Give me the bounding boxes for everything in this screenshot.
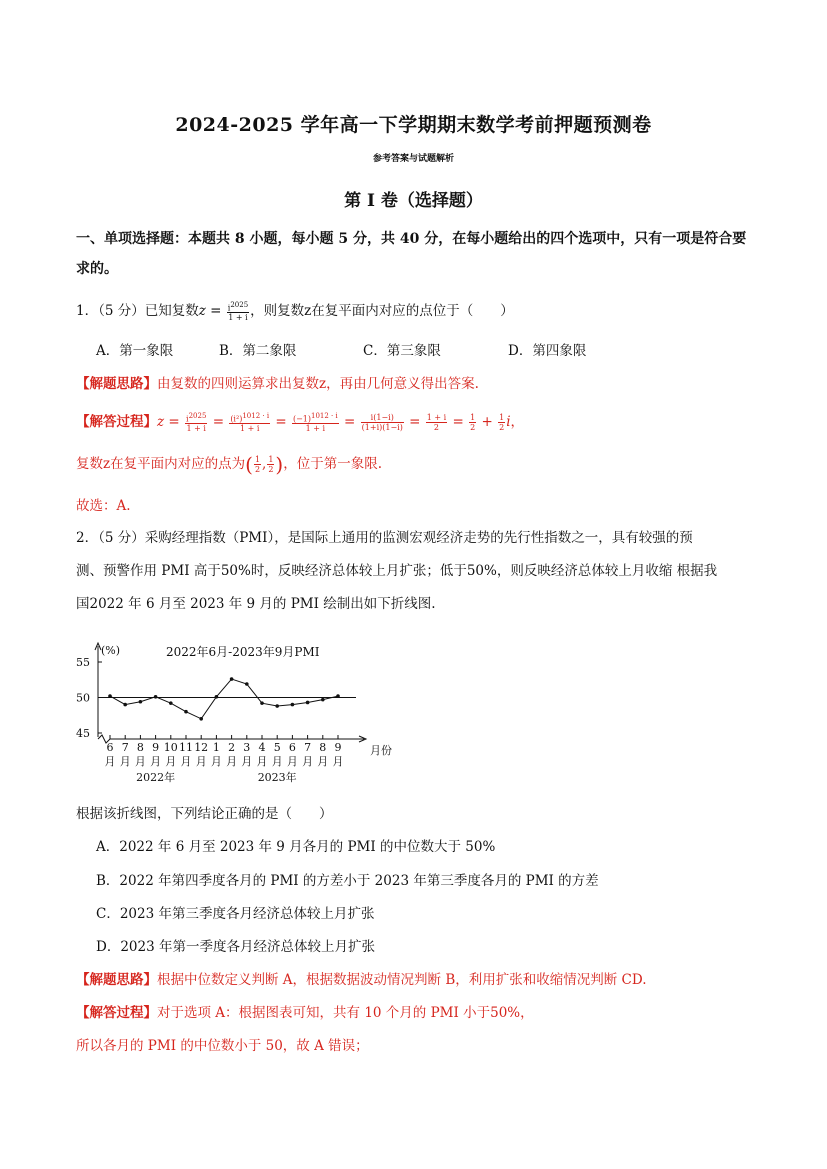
section-heading: 一、单项选择题：本题共 8 小题，每小题 5 分，共 40 分，在每小题给出的四个选项中，只有一项是符合要求的。 <box>76 231 747 277</box>
x-tick-label: 8 <box>319 741 327 754</box>
x-tick-label: 6 <box>288 741 296 754</box>
q2-line1: 2．（5 分）采购经理指数（PMI），是国际上通用的监测宏观经济走势的先行性指数之一，具有较强的预 <box>76 530 693 546</box>
year-label-2023: 2023年 <box>257 771 297 784</box>
x-tick-label: 9 <box>152 741 160 754</box>
pmi-data-point <box>154 695 158 699</box>
x-tick-month: 月 <box>271 755 283 768</box>
x-tick-month: 月 <box>210 755 222 768</box>
pmi-data-point <box>336 694 340 698</box>
pmi-data-point <box>139 700 143 704</box>
pmi-data-point <box>199 717 203 721</box>
q2-process-2: 所以各月的 PMI 的中位数小于 50，故 A 错误； <box>76 1038 369 1054</box>
x-tick-label: 9 <box>334 741 342 754</box>
pmi-data-point <box>321 698 325 702</box>
pmi-data-point <box>215 695 219 699</box>
y-tick-label: 55 <box>76 656 90 669</box>
x-tick-month: 月 <box>302 755 314 768</box>
x-tick-label: 12 <box>194 741 209 754</box>
q1-option-c: C．第三象限 <box>363 343 441 359</box>
year-label-2022: 2022年 <box>136 771 176 784</box>
q2-line2: 测、预警作用 PMI 高于50%时，反映经济总体较上月扩张；低于50%，则反映经济总体较上月收缩 根据我 <box>76 563 718 579</box>
x-tick-label: 2 <box>228 741 236 754</box>
x-tick-month: 月 <box>104 755 116 768</box>
x-tick-month: 月 <box>332 755 344 768</box>
pmi-data-point <box>260 701 264 705</box>
pmi-data-point <box>184 710 188 714</box>
pmi-data-point <box>306 701 310 705</box>
pmi-data-point <box>169 701 173 705</box>
x-tick-month: 月 <box>165 755 177 768</box>
x-tick-label: 3 <box>243 741 251 754</box>
x-tick-label: 6 <box>106 741 114 754</box>
x-tick-month: 月 <box>134 755 146 768</box>
q2-option-d: D．2023 年第一季度各月经济总体较上月扩张 <box>96 939 375 955</box>
pmi-data-point <box>230 677 234 681</box>
x-tick-label: 7 <box>304 741 312 754</box>
x-tick-month: 月 <box>241 755 253 768</box>
pmi-data-point <box>275 704 279 708</box>
page-title: 2024-2025 学年高一下学期期末数学考前押题预测卷 <box>175 114 652 136</box>
part-title: 第 I 卷（选择题） <box>344 191 483 211</box>
q1-option-a: A．第一象限 <box>96 343 174 359</box>
pmi-data-point <box>108 694 112 698</box>
q1-idea: 【解题思路】由复数的四则运算求出复数z，再由几何意义得出答案. <box>76 376 479 392</box>
q1-process: 【解答过程】z = $\frac{i^{2025}}{1 + i}$ = $\frac{(i^2)^{1012 \cdot i}}{1 + i}$ = $\frac{(-1)^{1012 \cdot i}}{1 + i}$ = $\frac{i(1-i)}{(1+i)(1-i)}$ = $\frac{1 + i}{2}$ = $\frac{1}{2}$ + $\frac{1}{2}$ i， <box>76 411 525 434</box>
q2-question: 根据该折线图，下列结论正确的是（ ） <box>76 806 333 822</box>
x-tick-month: 月 <box>286 755 298 768</box>
q1-fraction: $\frac{i^{2025}}{1 + i}$ <box>227 300 249 323</box>
x-axis-label: 月份 <box>370 744 392 757</box>
q2-process: 【解答过程】对于选项 A：根据图表可知，共有 10 个月的 PMI 小于50%， <box>76 1005 534 1021</box>
q2-option-a: A．2022 年 6 月至 2023 年 9 月各月的 PMI 的中位数大于 50% <box>96 839 496 855</box>
x-tick-label: 7 <box>121 741 129 754</box>
x-tick-month: 月 <box>195 755 207 768</box>
x-tick-label: 10 <box>163 741 178 754</box>
q2-option-b: B．2022 年第四季度各月的 PMI 的方差小于 2023 年第三季度各月的 PMI 的方差 <box>96 873 599 889</box>
x-tick-label: 5 <box>273 741 281 754</box>
x-tick-label: 1 <box>212 741 220 754</box>
x-tick-label: 4 <box>258 741 266 754</box>
y-tick-label: 45 <box>76 727 90 740</box>
q2-line3: 国2022 年 6 月至 2023 年 9 月的 PMI 绘制出如下折线图. <box>76 596 436 612</box>
pmi-data-point <box>291 703 295 707</box>
x-tick-month: 月 <box>180 755 192 768</box>
x-tick-label: 8 <box>136 741 144 754</box>
q1-option-d: D．第四象限 <box>508 343 587 359</box>
x-tick-label: 11 <box>179 741 193 754</box>
y-axis-label: (%) <box>101 644 121 657</box>
pmi-chart-svg <box>76 640 416 795</box>
x-tick-month: 月 <box>317 755 329 768</box>
pmi-data-point <box>245 682 249 686</box>
chart-title: 2022年6月-2023年9月PMI <box>166 645 320 659</box>
q1-answer: 故选：A. <box>76 498 131 514</box>
q2-idea: 【解题思路】根据中位数定义判断 A，根据数据波动情况判断 B，利用扩张和收缩情况判断 CD. <box>76 972 647 988</box>
q2-option-c: C．2023 年第三季度各月经济总体较上月扩张 <box>96 906 375 922</box>
x-tick-month: 月 <box>119 755 131 768</box>
q1-stem: 1．（5 分）已知复数z = $\frac{i^{2025}}{1 + i}$ ，则复数z在复平面内对应的点位于（ ） <box>76 300 514 323</box>
q1-option-b: B．第二象限 <box>219 343 297 359</box>
q1-point: 复数z在复平面内对应的点为( $\frac{1}{2}$ , $\frac{1}{2}$ )，位于第一象限. <box>76 452 383 477</box>
x-tick-month: 月 <box>256 755 268 768</box>
page-subtitle: 参考答案与试题解析 <box>372 154 454 164</box>
pmi-data-point <box>123 703 127 707</box>
x-tick-month: 月 <box>226 755 238 768</box>
pmi-series-line <box>110 679 338 719</box>
x-tick-month: 月 <box>150 755 162 768</box>
pmi-chart <box>76 640 416 795</box>
y-tick-label: 50 <box>76 691 90 705</box>
